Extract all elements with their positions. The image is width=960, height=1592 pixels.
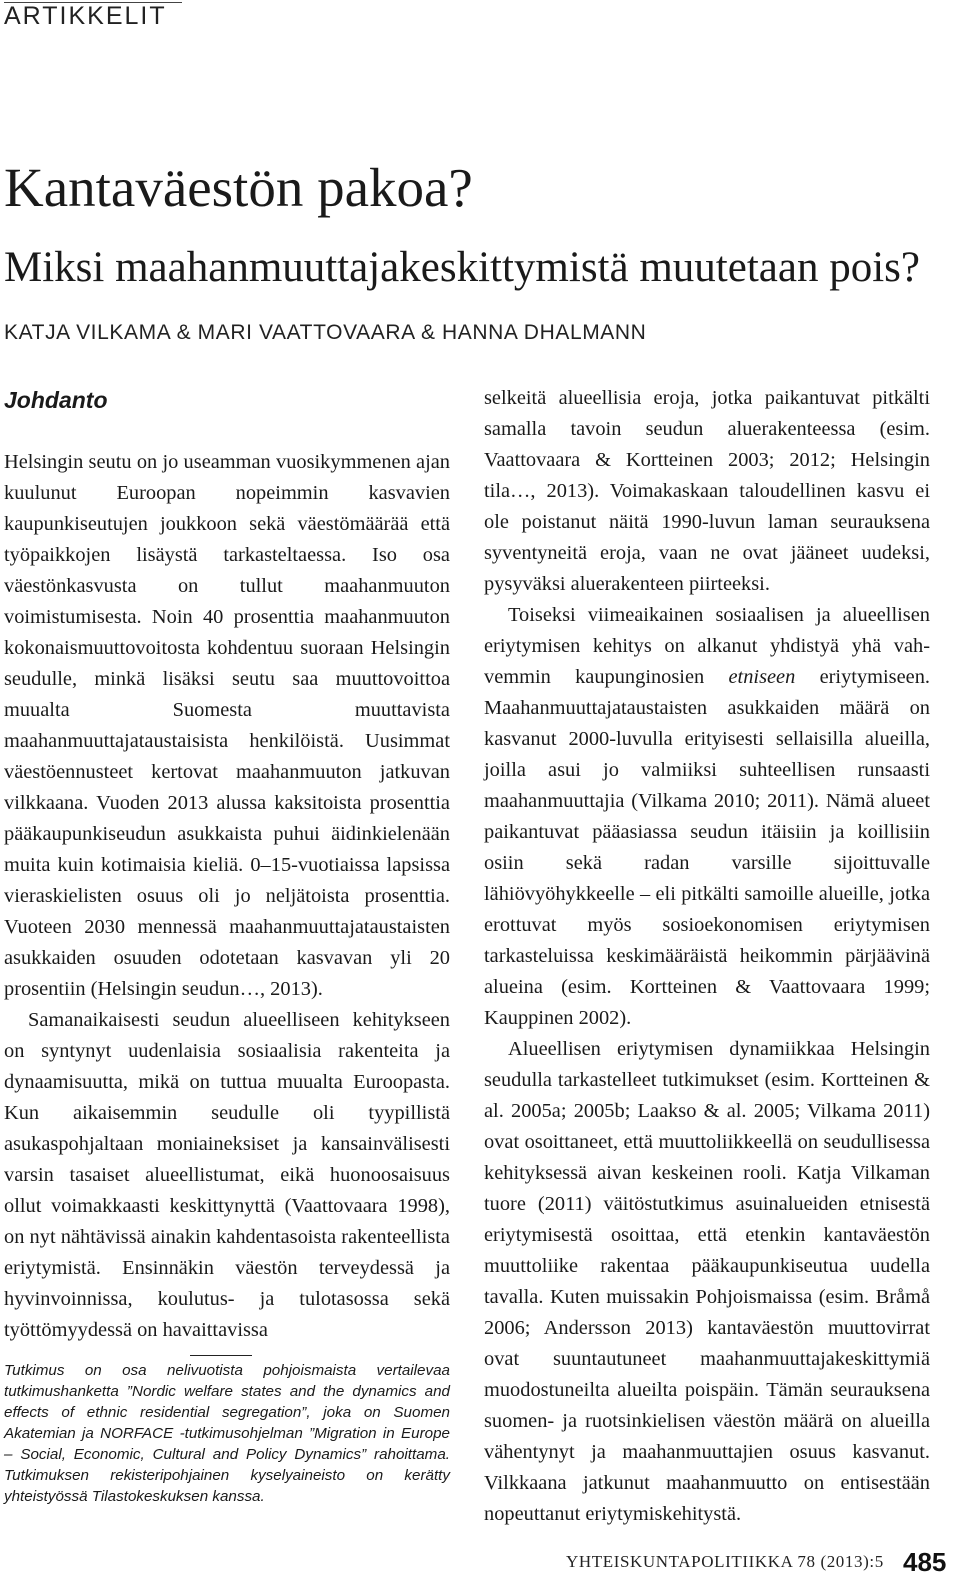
footnote-rule: [190, 1355, 252, 1356]
article-subtitle: Miksi maahanmuuttajakeskittymistä muutetaan pois?: [4, 244, 920, 291]
body-paragraph: selkeitä alueellisia eroja, jotka paikantuvat pitkälti samalla tavoin seudun aluerakenteessa (esim. Vaattovaara & Kortteinen 2003; 2012; Helsingin tila…, 2013). Voimakaskaan taloudellinen kasvu ei ole poistanut näitä 1990-luvun laman seurauksena syventyneitä eroja, vaan ne ovat jääneet uudeksi, pysyväksi aluerakenteen piirteeksi.: [484, 387, 930, 595]
footnote: Tutkimus on osa nelivuotista pohjoismaista vertailevaa tutkimushanketta ”Nordic welfare states and the dynamics and effects of ethnic residential segregation”, joka on Suomen Akatemian ja NORFACE -tutkimusohjelman ”Migration in Europe – Social, Economic, Cultural and Policy Dynamics” rahoittama. Tutkimuksen rekisteripohjainen kyselyaineisto on kerätty yhteistyössä Tilastokeskuksen kanssa.: [4, 1362, 450, 1505]
body-paragraph: [484, 600, 930, 1034]
body-paragraph: Alueellisen eriytymisen dynamiikkaa Helsingin seudulla tarkastelleet tutkimukset (esim. Kortteinen & al. 2005a; 2005b; Laakso & al. 2005; Vilkama 2011) ovat osoittaneet, että muuttoliikkeellä on seudullisessa kehityksessä aivan keskeinen rooli. Katja Vilkaman tuore (2011) väitöstutkimus asuinalueiden etnisestä eriytymisestä osoittaa, että etenkin kantaväestön muuttoliike rakentaa pääkaupunkiseutua uudella tavalla. Kuten muissakin Pohjoismaissa (esim. Bråmå 2006; Andersson 2013) kantaväestön muuttovirrat ovat suuntautuneet maahanmuuttajakeskittymiä muodostuneilta alueilta poispäin. Tämän seurauksena suomen- ja ruotsinkielisen väestön määrä on alueilla vähentynyt ja maahanmuuttajien osuus kasvanut. Vilkkaana jatkunut maahanmuutto on entisestään nopeuttanut eriytymiskehitystä.: [484, 1038, 930, 1525]
body-paragraph: Samanaikaisesti seudun alueelliseen kehitykseen on syntynyt uudenlaisia sosiaalisia rakenteita ja dynaamisuutta, mikä on tuttua muualta Euroopasta. Kun aikaisemmin seudulle oli tyypillistä asukaspohjaltaan moniaineksiset ja kansainvälisesti varsin tasaiset alueellistumat, eikä huonoosaisuus ollut voimakkaasti keskittynyttä (Vaattovaara 1998), on nyt nähtävissä ainakin kahdentasoista rakenteellista eriytymistä. Ensinnäkin väestön terveydessä ja hyvinvoinnissa, koulutus- ja tulotasossa sekä työttömyydessä on havaittavissa: [4, 1009, 450, 1341]
text-run: eriytymiseen. Maahanmuuttajataustaisten asukkaiden määrä on kasvanut 2000-luvulla erityisesti sellaisilla alueilla, joilla asui jo valmiiksi suhteellisen runsaasti maahanmuuttajia (Vilkama 2010; 2011). Nämä alueet paikantuvat pääasiassa seudun itäisiin ja koillisiin osiin sekä radan varsille sijoittuvalle lähiövyöhykkeelle – eli pitkälti samoille alueille, jotka erottuvat myös sosioekonomisen eriytymisen tarkasteluissa keskimääräistä heikommin pärjäävinä alueina (esim. Kortteinen & Vaattovaara 1999; Kauppinen 2002).: [484, 666, 930, 1029]
article-title: Kantaväestön pakoa?: [4, 157, 473, 218]
section-label: ARTIKKELIT: [4, 2, 167, 30]
body-paragraph: Helsingin seutu on jo useamman vuosikymmenen ajan kuulunut Euroopan nopeimmin kasvavien kaupunkiseutujen joukkoon sekä väestömäärää että työpaikkojen lisäystä tarkasteltaessa. Iso osa väestönkasvusta on tullut maahanmuuton voimistumisesta. Noin 40 prosenttia maahanmuuton kokonaismuuttovoitosta kohdentuu suoraan Helsingin seudulle, minkä lisäksi seutu saa muuttovoittoa muualta Suomesta muuttavista maahanmuuttajataustaisista henkilöistä. Uusimmat väestöennusteet kertovat maahanmuuton jatkuvan vilkkaana. Vuoden 2013 alussa kaksitoista prosenttia pääkaupunkiseudun asukkaista puhui äidinkielenään muita kuin kotimaisia kieliä. 0–15-vuotiaissa lapsissa vieraskielisten osuus oli jo neljätoista prosenttia. Vuoteen 2030 mennessä maahanmuuttajataustaisten asukkaiden osuuden odotetaan kasvavan yli 20 prosentiin (Helsingin seudun…, 2013).: [4, 451, 450, 1000]
journal-name: YHTEISKUNTAPOLITIIKKA 78 (2013):5: [566, 1552, 884, 1571]
page-number: 485: [903, 1547, 947, 1577]
article-authors: KATJA VILKAMA & MARI VAATTOVAARA & HANNA DHALMANN: [4, 321, 647, 344]
text-run: Toiseksi viimeaikainen sosiaalisen ja alueellisen eriytymisen kehitys on alkanut yhdistyä yhä vahvemmin kaupunginosien: [484, 604, 930, 688]
right-column: [484, 383, 930, 1530]
section-heading: Johdanto: [4, 387, 108, 413]
left-column: [4, 447, 450, 1346]
emphasis-text: etniseen: [728, 666, 796, 688]
